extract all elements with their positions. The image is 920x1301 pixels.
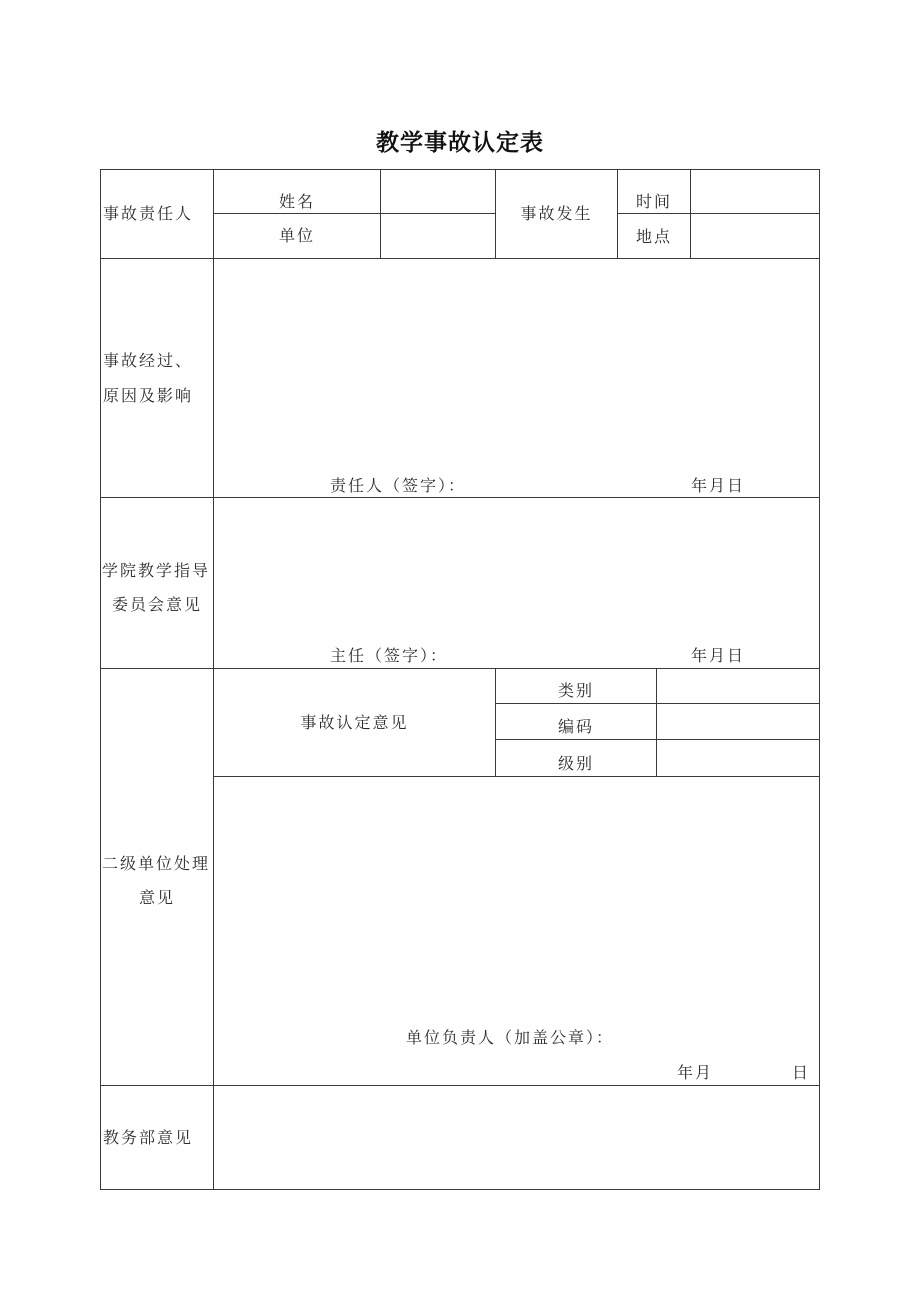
row-divider (100, 1085, 820, 1086)
responsible-person-label: 事故责任人 (103, 204, 194, 223)
row4-sub-divider (495, 703, 820, 704)
name-label: 姓名 (278, 192, 315, 211)
responsible-date-label: 年月日 (691, 476, 746, 495)
occurrence-label: 事故发生 (520, 204, 593, 223)
unit-handling-label-line1: 二级单位处理 (102, 854, 211, 873)
responsible-signature-label: 责任人（签字）： (330, 476, 467, 495)
academic-affairs-label: 教务部意见 (103, 1128, 194, 1147)
place-label: 地点 (635, 227, 672, 246)
row-divider (100, 497, 820, 498)
process-label-line1: 事故经过、 (103, 351, 194, 370)
row4-col-divider (656, 668, 657, 777)
row4-sub-divider (495, 739, 820, 740)
row4-opinion-bottom (213, 776, 820, 777)
director-date-label: 年月日 (691, 646, 746, 665)
unit-head-date-year-month: 年月 (677, 1063, 714, 1082)
time-label: 时间 (635, 192, 672, 211)
row1-col-divider (690, 169, 691, 259)
director-signature-label: 主任（签字）： (330, 646, 449, 665)
table-border-left (100, 169, 101, 1190)
unit-label: 单位 (278, 226, 315, 245)
row1-mid-divider (213, 213, 496, 214)
unit-handling-label-line2: 意见 (138, 888, 175, 907)
row1-col-divider (380, 169, 381, 259)
label-column-divider (213, 169, 214, 1190)
committee-label-line2: 委员会意见 (111, 595, 202, 614)
level-label: 级别 (557, 754, 594, 773)
table-border-bottom (100, 1189, 820, 1190)
row-divider (100, 258, 820, 259)
accident-opinion-label: 事故认定意见 (300, 713, 409, 732)
table-border-right (819, 169, 820, 1190)
table-border-top (100, 169, 820, 170)
page-title: 教学事故认定表 (376, 130, 544, 156)
row1-mid-divider (617, 213, 820, 214)
code-label: 编码 (557, 717, 594, 736)
row-divider (100, 668, 820, 669)
unit-head-signature-label: 单位负责人（加盖公章）： (406, 1028, 615, 1047)
unit-head-date-day: 日 (792, 1063, 811, 1082)
category-label: 类别 (557, 681, 594, 700)
process-label-line2: 原因及影响 (103, 386, 194, 405)
committee-label-line1: 学院教学指导 (102, 561, 211, 580)
